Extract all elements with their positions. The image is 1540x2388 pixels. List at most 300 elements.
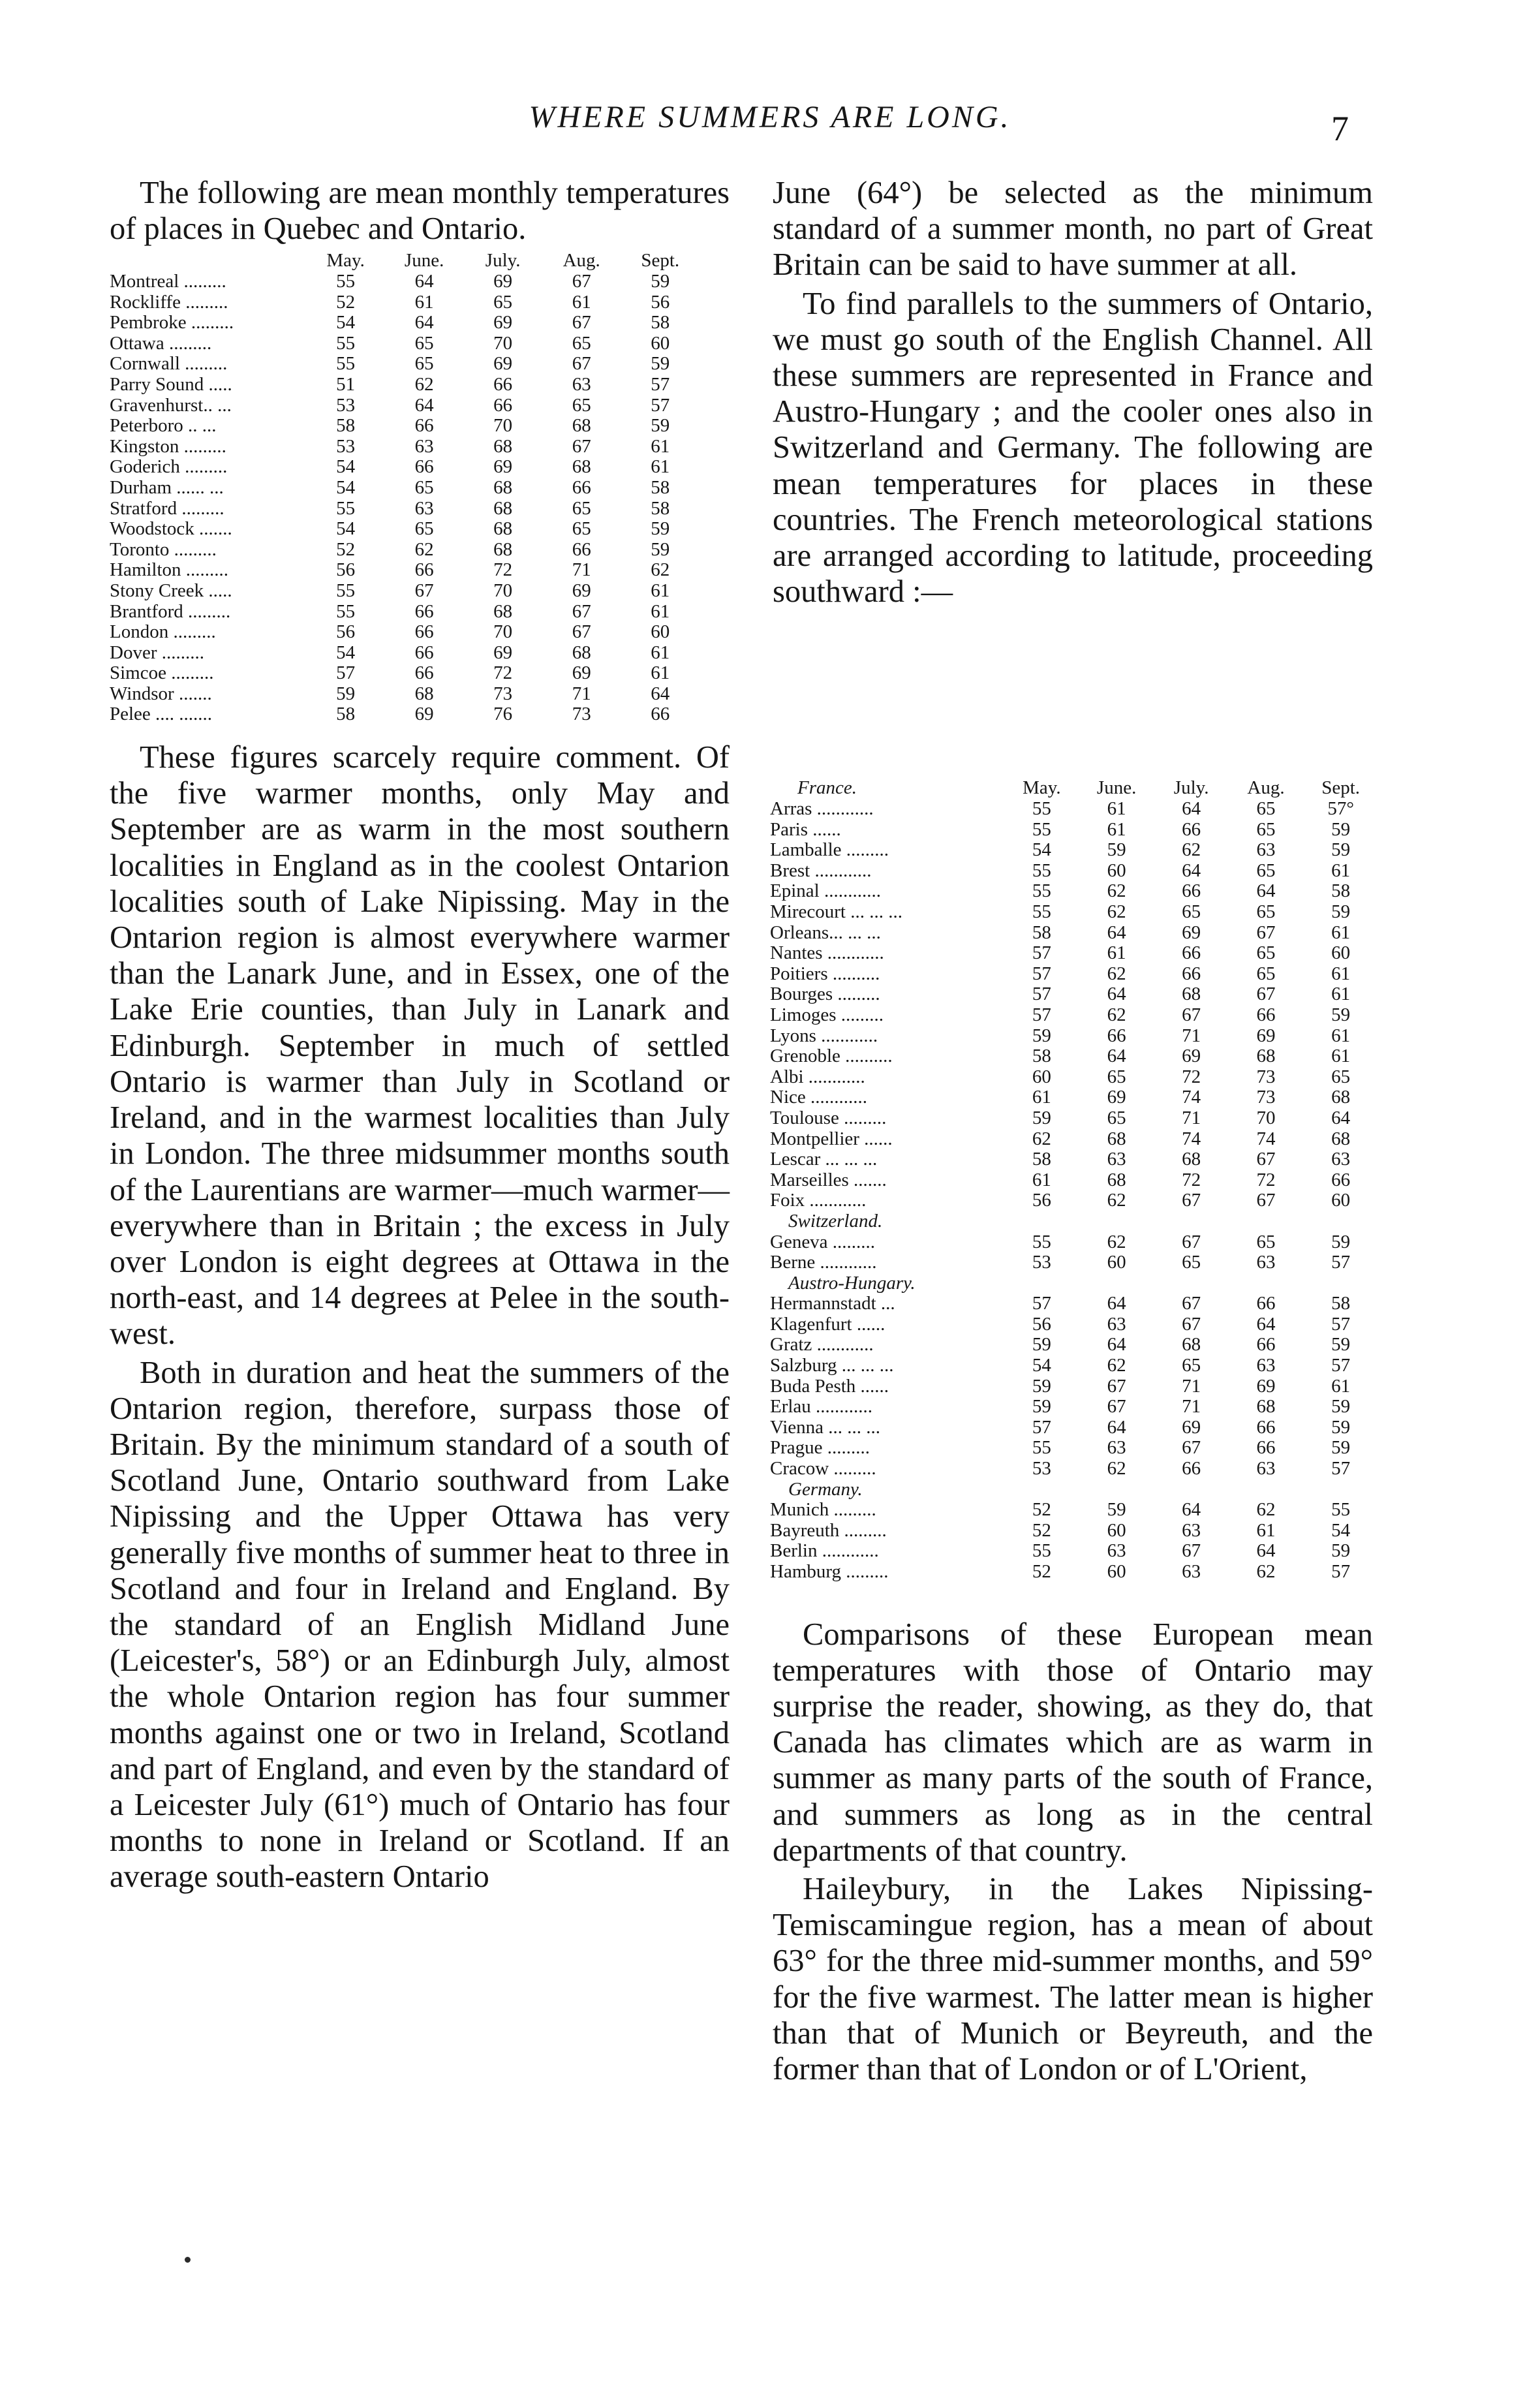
temperature-value: 59 — [1032, 1375, 1051, 1397]
temperature-value: 55 — [336, 332, 356, 354]
temperature-value: 64 — [414, 271, 434, 292]
temperature-value: 71 — [572, 683, 591, 704]
temperature-value: 67 — [1182, 1437, 1201, 1459]
temperature-value: 67 — [1182, 1313, 1201, 1335]
table-row — [110, 416, 700, 437]
temperature-value: 58 — [651, 476, 670, 498]
temperature-value: 56 — [651, 291, 670, 313]
temperature-value: 54 — [336, 312, 356, 333]
table-row — [770, 1314, 1378, 1335]
temperature-value: 66 — [414, 642, 434, 663]
temperature-value: 67 — [1182, 1004, 1201, 1025]
place-name: Lyons ............ — [770, 1025, 878, 1046]
month-header: Sept. — [1321, 777, 1361, 799]
temperature-value: 53 — [1032, 1458, 1051, 1480]
temperature-value: 74 — [1182, 1087, 1201, 1108]
temperature-value: 62 — [1107, 1190, 1126, 1211]
table-row — [110, 271, 700, 292]
temperature-value: 55 — [1032, 901, 1051, 922]
temperature-value: 55 — [1032, 1540, 1051, 1562]
temperature-value: 64 — [1107, 1293, 1126, 1314]
table-header-row — [770, 778, 1378, 799]
temperature-value: 63 — [414, 435, 434, 457]
temperature-value: 52 — [1032, 1561, 1051, 1582]
temperature-value: 59 — [1331, 901, 1351, 922]
temperature-value: 68 — [1256, 1396, 1276, 1418]
place-name: Erlau ............ — [770, 1396, 873, 1418]
place-name: Toulouse ......... — [770, 1107, 887, 1128]
temperature-value: 68 — [1182, 1334, 1201, 1356]
place-name: Peterboro .. ... — [110, 415, 217, 437]
temperature-value: 55 — [1032, 880, 1051, 902]
place-name: Hamburg ......... — [770, 1561, 889, 1582]
temperature-value: 68 — [572, 456, 591, 478]
temperature-value: 68 — [493, 600, 513, 622]
temperature-value: 74 — [1256, 1128, 1276, 1149]
temperature-value: 68 — [1182, 984, 1201, 1005]
table-row — [770, 1376, 1378, 1397]
table-row — [110, 333, 700, 354]
temperature-value: 65 — [414, 518, 434, 540]
temperature-value: 67 — [1256, 984, 1276, 1005]
body-paragraph: Both in duration and heat the summers of the Ontarion region, therefore, surpass those of Britain. By the minimum standard of a south of Scotland June, Ontario southward from Lake Nipissing and the Upper Ottawa has very generally five months of summer heat to three in Scotland and four in Ireland and England. By the standard of an English Midland June (Leicester's, 58°) or an Edinburgh July, almost the whole Ontarion region has four summer months against one or two in Ireland, Scotland and part of England, and even by the standard of a Leicester July (61°) much of Ontario has four months to none in Ireland or Scotland. If an average south-eastern Ontario — [110, 1355, 730, 1895]
temperature-value: 64 — [1256, 1313, 1276, 1335]
temperature-value: 72 — [1182, 1066, 1201, 1087]
temperature-value: 66 — [1256, 1004, 1276, 1025]
month-header: Aug. — [1247, 777, 1285, 799]
temperature-value: 57 — [1032, 1416, 1051, 1438]
temperature-value: 61 — [651, 580, 670, 601]
table-row — [770, 881, 1378, 902]
temperature-value: 58 — [1032, 1046, 1051, 1067]
place-name: Hermannstadt ... — [770, 1293, 895, 1314]
temperature-value: 60 — [651, 332, 670, 354]
temperature-value: 57 — [1331, 1561, 1351, 1582]
place-name: Epinal ............ — [770, 880, 881, 902]
table-row — [110, 375, 700, 395]
temperature-value: 62 — [1256, 1499, 1276, 1521]
temperature-value: 65 — [1256, 963, 1276, 984]
temperature-value: 65 — [1182, 1252, 1201, 1273]
table-row — [110, 292, 700, 313]
temperature-value: 62 — [1256, 1561, 1276, 1582]
temperature-value: 69 — [1256, 1375, 1276, 1397]
table-row — [770, 1335, 1378, 1356]
temperature-value: 63 — [1256, 1458, 1276, 1480]
temperature-value: 66 — [414, 456, 434, 478]
temperature-value: 57 — [1032, 963, 1051, 984]
temperature-value: 67 — [414, 580, 434, 601]
temperature-value: 54 — [1032, 839, 1051, 861]
temperature-value: 65 — [493, 291, 513, 313]
table-row — [110, 581, 700, 602]
temperature-value: 56 — [336, 621, 356, 643]
temperature-value: 62 — [414, 538, 434, 560]
table-row — [770, 902, 1378, 923]
temperature-value: 61 — [1331, 1375, 1351, 1397]
temperature-value: 62 — [1107, 880, 1126, 902]
table-row — [770, 984, 1378, 1005]
temperature-value: 67 — [1182, 1190, 1201, 1211]
continued-paragraph: June (64°) be selected as the minimum standard of a summer month, no part of Great Britain can be said to have summer at all. — [773, 176, 1373, 283]
temperature-value: 61 — [1331, 1025, 1351, 1046]
temperature-value: 65 — [414, 332, 434, 354]
place-name: Durham ...... ... — [110, 476, 224, 498]
temperature-value: 54 — [336, 642, 356, 663]
temperature-value: 73 — [493, 683, 513, 704]
temperature-value: 65 — [572, 332, 591, 354]
temperature-value: 67 — [572, 353, 591, 375]
table-row — [110, 519, 700, 540]
temperature-value: 68 — [1256, 1046, 1276, 1067]
table-row — [770, 1521, 1378, 1542]
temperature-value: 59 — [1331, 1334, 1351, 1356]
temperature-value: 55 — [336, 497, 356, 519]
temperature-value: 71 — [1182, 1375, 1201, 1397]
europe-temperature-table — [770, 778, 1378, 1582]
table-row — [770, 1129, 1378, 1150]
temperature-value: 64 — [414, 394, 434, 416]
month-header: Aug. — [562, 250, 600, 271]
temperature-value: 66 — [1182, 963, 1201, 984]
temperature-value: 67 — [1107, 1375, 1126, 1397]
temperature-value: 61 — [1107, 818, 1126, 840]
temperature-value: 67 — [1182, 1231, 1201, 1252]
table-row — [770, 1149, 1378, 1170]
group-heading-row — [770, 1480, 1378, 1500]
temperature-value: 61 — [1256, 1519, 1276, 1541]
temperature-value: 73 — [572, 704, 591, 725]
temperature-value: 69 — [414, 704, 434, 725]
table-row — [770, 1232, 1378, 1253]
place-name: Bourges ......... — [770, 984, 880, 1005]
place-name: London ......... — [110, 621, 216, 643]
temperature-value: 63 — [1331, 1149, 1351, 1170]
temperature-value: 68 — [493, 518, 513, 540]
temperature-value: 62 — [651, 559, 670, 581]
temperature-value: 66 — [414, 600, 434, 622]
place-name: Gratz ............ — [770, 1334, 874, 1356]
temperature-value: 69 — [1182, 1046, 1201, 1067]
place-name: Brest ............ — [770, 860, 872, 881]
place-name: Albi ............ — [770, 1066, 865, 1087]
temperature-value: 59 — [651, 271, 670, 292]
month-header: June. — [404, 250, 444, 271]
temperature-value: 59 — [651, 538, 670, 560]
temperature-value: 67 — [572, 435, 591, 457]
temperature-value: 67 — [572, 271, 591, 292]
temperature-value: 70 — [493, 332, 513, 354]
temperature-value: 64 — [1107, 1334, 1126, 1356]
temperature-value: 69 — [572, 662, 591, 684]
temperature-value: 65 — [1331, 1066, 1351, 1087]
temperature-value: 69 — [493, 312, 513, 333]
temperature-value: 58 — [651, 312, 670, 333]
temperature-value: 61 — [1331, 922, 1351, 943]
temperature-value: 57 — [651, 373, 670, 395]
temperature-value: 65 — [572, 394, 591, 416]
temperature-value: 61 — [651, 435, 670, 457]
place-name: Parry Sound ..... — [110, 373, 232, 395]
temperature-value: 66 — [1182, 818, 1201, 840]
table-header-row — [110, 251, 700, 271]
temperature-value: 66 — [414, 662, 434, 684]
temperature-value: 73 — [1256, 1087, 1276, 1108]
left-column — [110, 175, 730, 1895]
temperature-value: 57 — [1331, 1252, 1351, 1273]
table-row — [770, 943, 1378, 964]
temperature-value: 55 — [1032, 818, 1051, 840]
temperature-value: 66 — [414, 559, 434, 581]
place-name: Grenoble .......... — [770, 1046, 893, 1067]
temperature-value: 57 — [1331, 1458, 1351, 1480]
temperature-value: 69 — [493, 271, 513, 292]
temperature-value: 63 — [1107, 1149, 1126, 1170]
temperature-value: 62 — [414, 373, 434, 395]
place-name: Montreal ......... — [110, 271, 226, 292]
place-name: Mirecourt ... ... ... — [770, 901, 902, 922]
place-name: Buda Pesth ...... — [770, 1375, 889, 1397]
place-name: Lamballe ......... — [770, 839, 889, 861]
temperature-value: 67 — [1256, 1149, 1276, 1170]
month-header: Sept. — [641, 250, 680, 271]
temperature-value: 69 — [1182, 1416, 1201, 1438]
table-row — [110, 560, 700, 581]
temperature-value: 69 — [493, 456, 513, 478]
temperature-value: 63 — [1182, 1519, 1201, 1541]
temperature-value: 66 — [1107, 1025, 1126, 1046]
temperature-value: 66 — [1256, 1437, 1276, 1459]
temperature-value: 61 — [414, 291, 434, 313]
temperature-value: 66 — [1256, 1334, 1276, 1356]
temperature-value: 58 — [1331, 1293, 1351, 1314]
table-row — [110, 540, 700, 561]
table-row — [770, 1046, 1378, 1067]
place-name: Limoges ......... — [770, 1004, 884, 1025]
temperature-value: 62 — [1107, 963, 1126, 984]
temperature-value: 61 — [1331, 984, 1351, 1005]
table-row — [770, 1108, 1378, 1129]
temperature-value: 55 — [336, 600, 356, 622]
temperature-value: 65 — [1182, 901, 1201, 922]
temperature-value: 63 — [1256, 1355, 1276, 1376]
temperature-value: 65 — [1182, 1355, 1201, 1376]
country-group-label: Switzerland. — [788, 1210, 883, 1232]
temperature-value: 66 — [572, 476, 591, 498]
temperature-value: 62 — [1107, 901, 1126, 922]
temperature-value: 59 — [651, 518, 670, 540]
temperature-value: 59 — [1331, 839, 1351, 861]
table-row — [110, 663, 700, 684]
country-group-label: Austro-Hungary. — [788, 1272, 916, 1294]
temperature-value: 64 — [1107, 922, 1126, 943]
temperature-value: 59 — [1331, 1231, 1351, 1252]
temperature-value: 62 — [1107, 1231, 1126, 1252]
temperature-value: 70 — [493, 415, 513, 437]
temperature-value: 58 — [336, 415, 356, 437]
temperature-value: 62 — [1107, 1458, 1126, 1480]
temperature-value: 65 — [1256, 1231, 1276, 1252]
temperature-value: 62 — [1107, 1004, 1126, 1025]
temperature-value: 59 — [1331, 1416, 1351, 1438]
place-name: Nice ............ — [770, 1087, 867, 1108]
place-name: Munich ......... — [770, 1499, 876, 1521]
temperature-value: 62 — [1107, 1355, 1126, 1376]
temperature-value: 65 — [1256, 798, 1276, 820]
temperature-value: 64 — [1182, 1499, 1201, 1521]
temperature-value: 60 — [1107, 1252, 1126, 1273]
temperature-value: 59 — [1032, 1334, 1051, 1356]
place-name: Kingston ......... — [110, 435, 226, 457]
temperature-value: 61 — [1107, 798, 1126, 820]
temperature-value: 57 — [1331, 1355, 1351, 1376]
temperature-value: 66 — [1182, 880, 1201, 902]
temperature-value: 61 — [1032, 1087, 1051, 1108]
temperature-value: 65 — [1256, 901, 1276, 922]
table-row — [110, 313, 700, 333]
temperature-value: 68 — [493, 476, 513, 498]
temperature-value: 59 — [1331, 1004, 1351, 1025]
temperature-value: 54 — [1032, 1355, 1051, 1376]
temperature-value: 63 — [1107, 1313, 1126, 1335]
temperature-value: 64 — [1107, 984, 1126, 1005]
place-name: Cornwall ......... — [110, 353, 228, 375]
temperature-value: 76 — [493, 704, 513, 725]
running-title: WHERE SUMMERS ARE LONG. — [529, 100, 1011, 134]
temperature-value: 64 — [1182, 860, 1201, 881]
temperature-value: 56 — [1032, 1190, 1051, 1211]
temperature-value: 57 — [651, 394, 670, 416]
table-row — [770, 1026, 1378, 1047]
table-row — [110, 499, 700, 519]
temperature-value: 67 — [572, 312, 591, 333]
table-row — [110, 643, 700, 664]
temperature-value: 57 — [1032, 942, 1051, 964]
group-heading-row — [770, 1211, 1378, 1232]
temperature-value: 61 — [1107, 942, 1126, 964]
table-row — [770, 1438, 1378, 1459]
place-name: Foix ............ — [770, 1190, 867, 1211]
month-header: May. — [1023, 777, 1061, 799]
temperature-value: 69 — [1107, 1087, 1126, 1108]
table-row — [770, 1500, 1378, 1521]
table-row — [770, 820, 1378, 841]
temperature-value: 52 — [1032, 1519, 1051, 1541]
temperature-value: 69 — [1182, 922, 1201, 943]
temperature-value: 59 — [1032, 1025, 1051, 1046]
temperature-value: 67 — [572, 621, 591, 643]
temperature-value: 72 — [1182, 1169, 1201, 1190]
temperature-value: 58 — [1331, 880, 1351, 902]
temperature-value: 66 — [493, 373, 513, 395]
temperature-value: 60 — [1032, 1066, 1051, 1087]
temperature-value: 68 — [493, 435, 513, 457]
temperature-value: 72 — [493, 559, 513, 581]
temperature-value: 65 — [414, 353, 434, 375]
temperature-value: 60 — [1107, 1519, 1126, 1541]
temperature-value: 55 — [336, 580, 356, 601]
place-name: Nantes ............ — [770, 942, 884, 964]
temperature-value: 63 — [1107, 1437, 1126, 1459]
table-row — [770, 799, 1378, 820]
body-paragraph: To find parallels to the summers of Ontario, we must go south of the English Channel. All these summers are represented in France and Austro-Hungary ; and the cooler ones also in Switzerland and Germany. The following are mean temperatures for places in these countries. The French meteorological stations are arranged according to latitude, proceeding southward :— — [773, 286, 1373, 610]
temperature-value: 72 — [493, 662, 513, 684]
temperature-value: 58 — [336, 704, 356, 725]
temperature-value: 53 — [1032, 1252, 1051, 1273]
place-name: Salzburg ... ... ... — [770, 1355, 894, 1376]
temperature-value: 61 — [1331, 860, 1351, 881]
temperature-value: 54 — [336, 518, 356, 540]
temperature-value: 59 — [1331, 1396, 1351, 1418]
place-name: Woodstock ....... — [110, 518, 232, 540]
body-paragraph: These figures scarcely require comment. Of the five warmer months, only May and September are as warm in the most southern localities in England as in the coolest Ontarion localities south of Lake Nipissing. May in the Ontarion region is almost everywhere warmer than the Lanark June, and in Essex, one of the Lake Erie counties, than July in Lanark and Edinburgh. September in much of settled Ontario is warmer than July in Scotland or Ireland, and in the warmest localities than July in London. The three midsummer months south of the Laurentians are warmer—much warmer—everywhere than in Britain ; the excess in July over London is eight degrees at Ottawa in the north-east, and 14 degrees at Pelee in the south-west. — [110, 740, 730, 1352]
printer-dot-mark — [185, 2257, 191, 2263]
ontario-table-body — [110, 271, 700, 725]
table-row — [770, 1418, 1378, 1438]
temperature-value: 65 — [572, 497, 591, 519]
temperature-value: 61 — [651, 662, 670, 684]
table-row — [770, 1005, 1378, 1026]
table-row — [770, 1067, 1378, 1088]
temperature-value: 55 — [1032, 860, 1051, 881]
intro-paragraph: The following are mean monthly temperatures of places in Quebec and Ontario. — [110, 176, 730, 247]
temperature-value: 69 — [1256, 1025, 1276, 1046]
temperature-value: 71 — [572, 559, 591, 581]
temperature-value: 67 — [1256, 1190, 1276, 1211]
table-row — [110, 478, 700, 499]
temperature-value: 60 — [1107, 1561, 1126, 1582]
table-row — [770, 1190, 1378, 1211]
table-row — [770, 1356, 1378, 1376]
temperature-value: 61 — [1032, 1169, 1051, 1190]
temperature-value: 59 — [1107, 839, 1126, 861]
temperature-value: 60 — [651, 621, 670, 643]
place-name: Goderich ......... — [110, 456, 228, 478]
temperature-value: 73 — [1256, 1066, 1276, 1087]
temperature-value: 68 — [493, 538, 513, 560]
temperature-value: 55 — [1032, 1437, 1051, 1459]
body-paragraph: Haileybury, in the Lakes Nipissing-Temiscamingue region, has a mean of about 63° for the three mid-summer months, and 59° for the five warmest. The latter mean is higher than that of Munich or Beyreuth, and the former than that of London or of L'Orient, — [773, 1872, 1373, 2087]
temperature-value: 57 — [336, 662, 356, 684]
temperature-value: 63 — [572, 373, 591, 395]
place-name: Bayreuth ......... — [770, 1519, 887, 1541]
temperature-value: 67 — [1182, 1293, 1201, 1314]
temperature-value: 68 — [414, 683, 434, 704]
temperature-value: 66 — [572, 538, 591, 560]
temperature-value: 53 — [336, 435, 356, 457]
table-row — [770, 861, 1378, 882]
place-name: Geneva ......... — [770, 1231, 876, 1252]
month-header: July. — [485, 250, 521, 271]
temperature-value: 67 — [1256, 922, 1276, 943]
temperature-value: 52 — [336, 538, 356, 560]
temperature-value: 51 — [336, 373, 356, 395]
table-row — [110, 354, 700, 375]
place-name: Windsor ....... — [110, 683, 212, 704]
temperature-value: 60 — [1331, 1190, 1351, 1211]
table-row — [770, 1252, 1378, 1273]
temperature-value: 72 — [1256, 1169, 1276, 1190]
temperature-value: 66 — [651, 704, 670, 725]
temperature-value: 66 — [493, 394, 513, 416]
temperature-value: 62 — [1182, 839, 1201, 861]
temperature-value: 55 — [336, 353, 356, 375]
table-row — [770, 1294, 1378, 1314]
temperature-value: 52 — [1032, 1499, 1051, 1521]
table-row — [770, 1170, 1378, 1191]
temperature-value: 59 — [1032, 1107, 1051, 1128]
temperature-value: 60 — [1331, 942, 1351, 964]
